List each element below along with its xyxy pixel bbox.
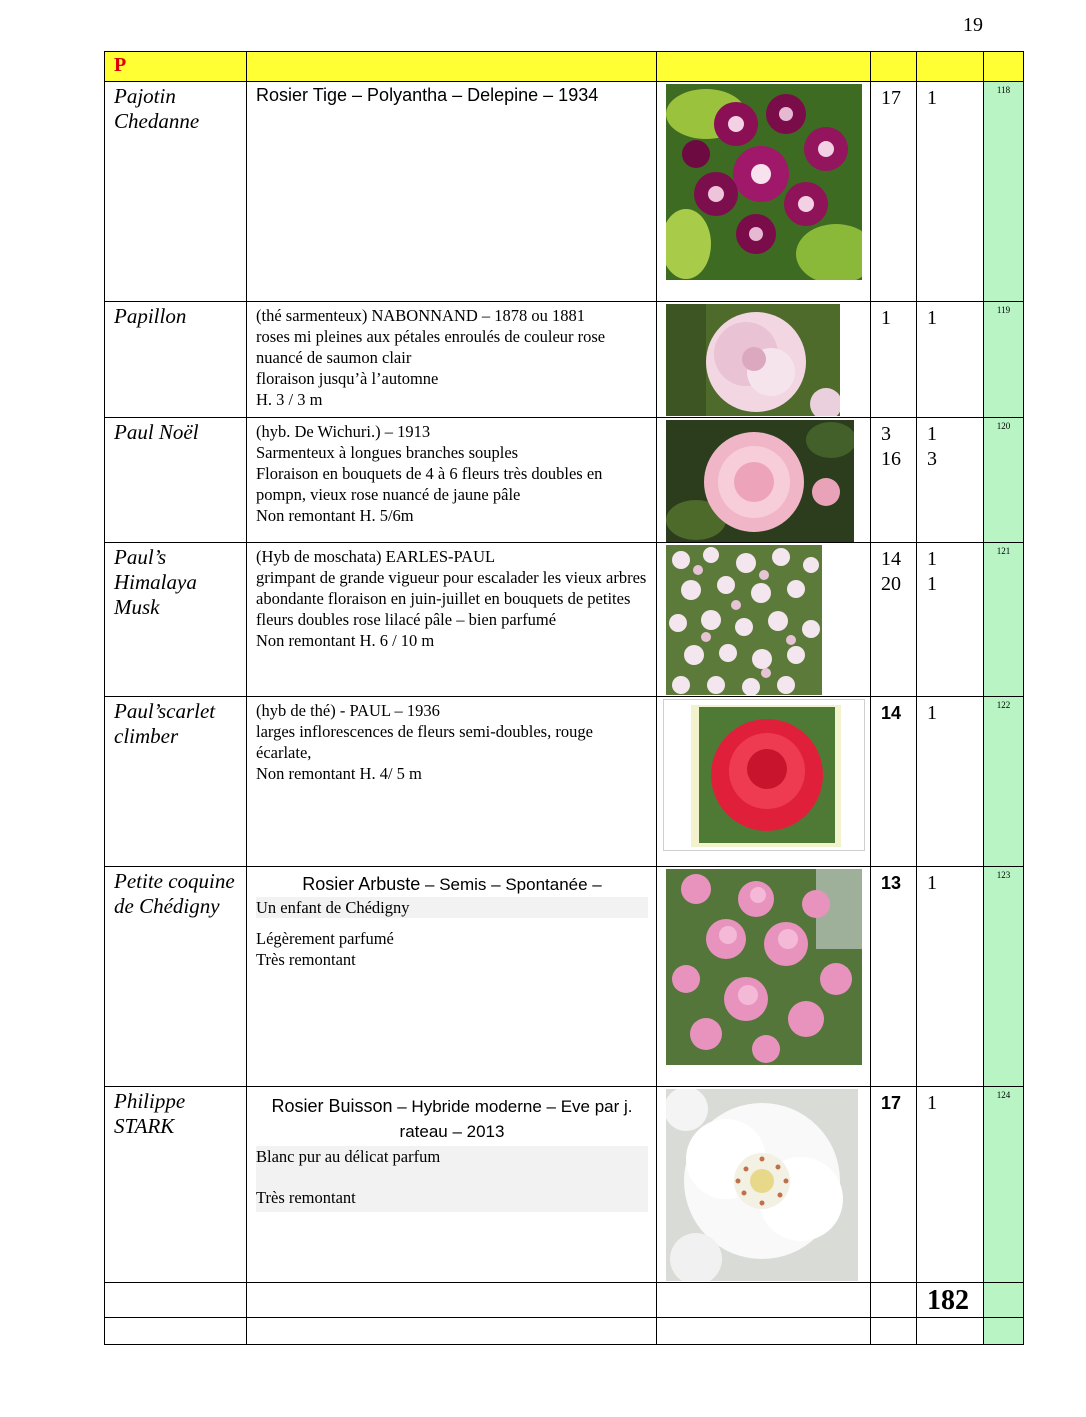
total-count: 182 bbox=[917, 1283, 984, 1318]
section-letter: P bbox=[105, 52, 247, 82]
rose-photo-cell bbox=[657, 543, 871, 697]
entry-id: 120 bbox=[984, 418, 1024, 543]
rose-photo bbox=[666, 869, 862, 1065]
table-row bbox=[105, 82, 1024, 302]
count-a: 17 bbox=[871, 1087, 917, 1283]
rose-name: Papillon bbox=[105, 302, 247, 418]
count-a: 1 bbox=[871, 302, 917, 418]
count-a: 3 16 bbox=[871, 418, 917, 543]
table-row bbox=[105, 697, 1024, 867]
rose-photo bbox=[666, 1089, 858, 1281]
rose-photo bbox=[666, 420, 854, 542]
count-a: 17 bbox=[871, 82, 917, 302]
count-b: 1 bbox=[917, 1087, 984, 1283]
entry-id: 121 bbox=[984, 543, 1024, 697]
rose-photo bbox=[663, 699, 865, 851]
count-b: 1 1 bbox=[917, 543, 984, 697]
rose-description: Rosier Arbuste – Semis – Spontanée – Un enfant de Chédigny Légèrement parfumé Très remontant bbox=[247, 867, 657, 1087]
rose-description: Rosier Tige – Polyantha – Delepine – 1934 bbox=[247, 82, 657, 302]
page-number: 19 bbox=[963, 14, 983, 36]
count-b: 1 bbox=[917, 867, 984, 1087]
rose-photo bbox=[666, 304, 840, 416]
rose-photo bbox=[666, 84, 862, 280]
rose-photo-cell bbox=[657, 697, 871, 867]
table-row bbox=[105, 302, 1024, 418]
rose-photo-cell bbox=[657, 867, 871, 1087]
count-a: 13 bbox=[871, 867, 917, 1087]
table-row bbox=[105, 543, 1024, 697]
table-row bbox=[105, 1087, 1024, 1283]
count-b: 1 bbox=[917, 302, 984, 418]
empty-row bbox=[105, 1318, 1024, 1345]
entry-id: 122 bbox=[984, 697, 1024, 867]
rose-description: (thé sarmenteux) NABONNAND – 1878 ou 1881 roses mi pleines aux pétales enroulés de couleur rose nuancé de saumon clair floraison jusqu’à l’automne H. 3 / 3 m bbox=[247, 302, 657, 418]
rose-description: Rosier Buisson – Hybride moderne – Eve par j. rateau – 2013 Blanc pur au délicat parfum Très remontant bbox=[247, 1087, 657, 1283]
rose-photo-cell bbox=[657, 1087, 871, 1283]
rose-photo bbox=[666, 545, 822, 695]
rose-photo-cell bbox=[657, 82, 871, 302]
rose-description: (hyb. De Wichuri.) – 1913 Sarmenteux à longues branches souples Floraison en bouquets de 4 à 6 fleurs très doubles en pompn, vieux rose nuancé de jaune pâle Non remontant H. 5/6m bbox=[247, 418, 657, 543]
rose-name: Paul’scarlet climber bbox=[105, 697, 247, 867]
rose-name: Paul’s Himalaya Musk bbox=[105, 543, 247, 697]
rose-description: (Hyb de moschata) EARLES-PAUL grimpant de grande vigueur pour escalader les vieux arbres abondante floraison en juin-juillet en bouquets de petites fleurs doubles rose lilacé pâle – bien parfumé Non remontant H. 6 / 10 m bbox=[247, 543, 657, 697]
entry-id: 119 bbox=[984, 302, 1024, 418]
count-b: 1 3 bbox=[917, 418, 984, 543]
count-a: 14 bbox=[871, 697, 917, 867]
entry-id: 124 bbox=[984, 1087, 1024, 1283]
section-header-row bbox=[105, 52, 1024, 82]
count-b: 1 bbox=[917, 82, 984, 302]
total-row bbox=[105, 1283, 1024, 1318]
table-row bbox=[105, 418, 1024, 543]
table-row bbox=[105, 867, 1024, 1087]
entry-id: 118 bbox=[984, 82, 1024, 302]
rose-photo-cell bbox=[657, 418, 871, 543]
rose-name: Philippe STARK bbox=[105, 1087, 247, 1283]
rose-photo-cell bbox=[657, 302, 871, 418]
entry-id: 123 bbox=[984, 867, 1024, 1087]
rose-name: Pajotin Chedanne bbox=[105, 82, 247, 302]
count-b: 1 bbox=[917, 697, 984, 867]
rose-name: Petite coquine de Chédigny bbox=[105, 867, 247, 1087]
rose-name: Paul Noël bbox=[105, 418, 247, 543]
count-a: 14 20 bbox=[871, 543, 917, 697]
rose-description: (hyb de thé) - PAUL – 1936 larges inflorescences de fleurs semi-doubles, rouge écarlate, Non remontant H. 4/ 5 m bbox=[247, 697, 657, 867]
rose-catalog-table bbox=[104, 51, 1024, 1345]
